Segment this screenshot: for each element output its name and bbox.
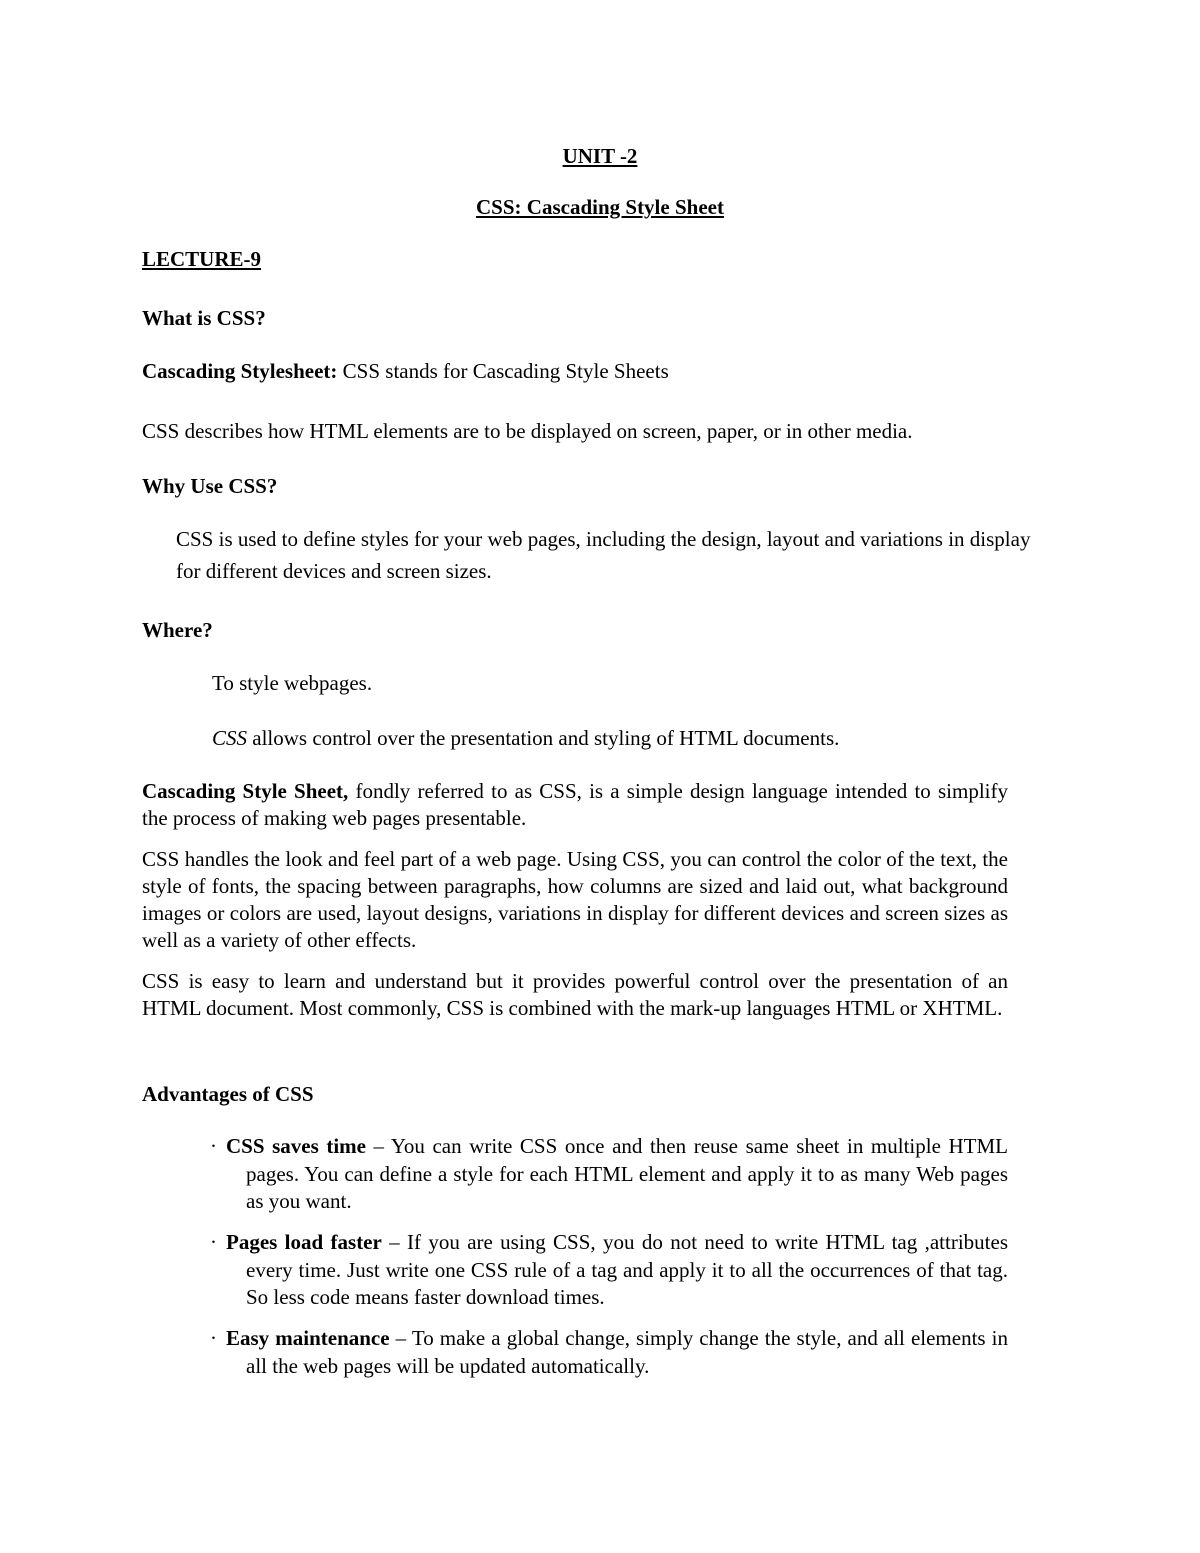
advantage-description: – If you are using CSS, you do not need to write HTML tag ,attributes every time. Just write one CSS rule of a tag and apply it to all the occurrences of that tag. So less code means faster download times. xyxy=(246,1230,1008,1309)
subject-title: CSS: Cascading Style Sheet xyxy=(476,195,724,219)
advantage-item xyxy=(210,1325,1008,1380)
definition-line xyxy=(142,358,669,385)
where-heading: Where? xyxy=(142,618,213,642)
advantage-text xyxy=(210,1133,1008,1216)
paragraph-3: CSS is easy to learn and understand but it provides powerful control over the presentation of an HTML document. Most commonly, CSS is combined with the mark-up languages HTML or XHTML. xyxy=(142,969,1008,1020)
advantage-term: CSS saves time xyxy=(226,1134,366,1158)
what-is-css-heading: What is CSS? xyxy=(142,306,266,330)
bullet-icon: · xyxy=(210,1230,217,1254)
why-use-css-heading: Why Use CSS? xyxy=(142,474,278,498)
advantage-item xyxy=(210,1229,1008,1312)
advantage-description: – You can write CSS once and then reuse same sheet in multiple HTML pages. You can define a style for each HTML element and apply it to as many Web pages as you want. xyxy=(246,1134,1008,1213)
where-line-2-em: CSS xyxy=(212,726,248,750)
where-line-1: To style webpages. xyxy=(212,671,373,695)
lecture-heading: LECTURE-9 xyxy=(142,247,262,271)
paragraph-1-bold: Cascading Style Sheet, xyxy=(142,779,349,803)
bullet-icon: · xyxy=(210,1134,217,1158)
definition-text: CSS stands for Cascading Style Sheets xyxy=(337,359,669,383)
advantage-item xyxy=(210,1133,1008,1216)
advantage-text xyxy=(210,1229,1008,1312)
why-text: CSS is used to define styles for your web pages, including the design, layout and variations in display for different devices and screen sizes. xyxy=(176,527,1031,583)
paragraph-2: CSS handles the look and feel part of a web page. Using CSS, you can control the color of the text, the style of fonts, the spacing between paragraphs, how columns are sized and laid out, what background images or colors are used, layout designs, variations in display for different devices and screen sizes as well as a variety of other effects. xyxy=(142,847,1008,952)
advantage-description: – To make a global change, simply change the style, and all elements in all the web pages will be updated automatically. xyxy=(246,1326,1008,1378)
where-line-2-rest: allows control over the presentation and styling of HTML documents. xyxy=(247,726,840,750)
paragraph-1 xyxy=(142,778,1008,832)
advantage-term: Easy maintenance xyxy=(226,1326,390,1350)
describes-text: CSS describes how HTML elements are to be displayed on screen, paper, or in other media. xyxy=(142,419,913,443)
paragraph-1-rest: fondly referred to as CSS, is a simple design language intended to simplify the process of making web pages presentable. xyxy=(142,779,1008,830)
advantages-heading: Advantages of CSS xyxy=(142,1082,314,1106)
advantage-term: Pages load faster xyxy=(226,1230,382,1254)
definition-label: Cascading Stylesheet: xyxy=(142,359,338,383)
bullet-icon: · xyxy=(210,1326,217,1350)
advantage-text xyxy=(210,1325,1008,1380)
where-line-2 xyxy=(212,725,839,752)
unit-title: UNIT -2 xyxy=(562,144,638,168)
